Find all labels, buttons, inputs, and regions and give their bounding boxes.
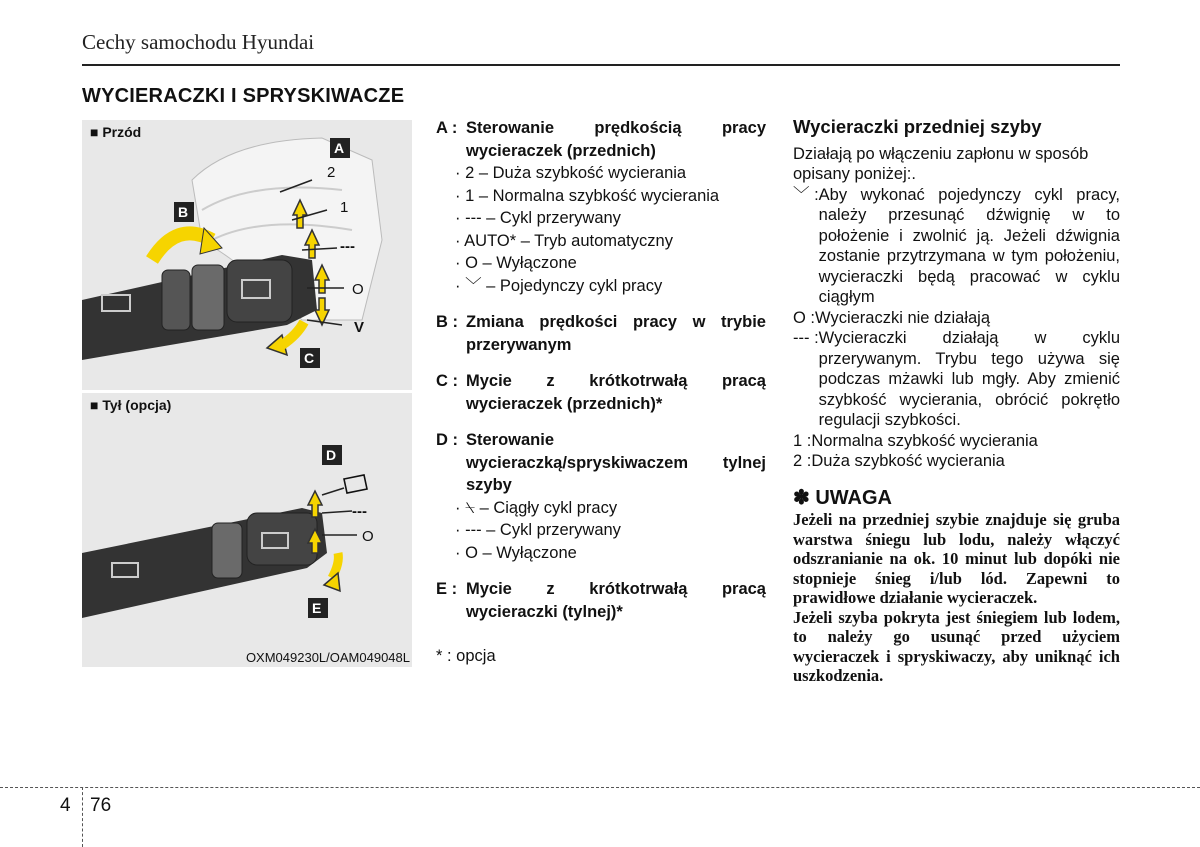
mode-desc: Duża szybkość wycierania	[811, 452, 1005, 470]
rear-figure-label: ■ Tył (opcja)	[90, 397, 172, 413]
warning-title: ✽ UWAGA	[793, 486, 892, 509]
marker-a: A	[334, 140, 345, 156]
pos-label-single: V	[354, 319, 365, 336]
chapter-number: 4	[60, 795, 71, 816]
legend-d-item: · ⍀ – Ciągły cykl pracy	[455, 498, 618, 517]
legend-c-key: C :	[436, 372, 458, 390]
legend-b-key: B :	[436, 313, 458, 331]
mode-desc: Aby wykonać pojedynczy cykl pracy, należy przesunąć dźwignię w to położenie i zwolnić ją. Jeżeli dźwignia zostanie przytrzymana w tym położeniu, wycieraczki będą pracować w cyklu ciągłym	[818, 185, 1120, 306]
mode-desc: Wycieraczki działają w cyklu przerywanym. Trybu tego używa się podczas mżawki lub mgły. Aby zmienić szybkość wycierania, obrócić pokrętło regulacji szybkości.	[818, 329, 1120, 429]
mode-desc: Normalna szybkość wycierania	[811, 431, 1038, 450]
legend-note: * : opcja	[436, 647, 496, 665]
legend-a-item: · AUTO* – Tryb automatyczny	[455, 231, 673, 250]
pos-label-2: 2	[327, 164, 336, 181]
warning-paragraph: Jeżeli szyba pokryta jest śniegiem lub lodem, to należy go usunąć przed użyciem wycieraczek i spryskiwaczy, aby uniknąć ich uszkodzenia.	[793, 607, 1120, 685]
mode-key: 2 :	[793, 452, 812, 470]
warning-paragraph: Jeżeli na przedniej szybie znajduje się gruba warstwa śniegu lub lodu, należy włączyć odszranianie na ok. 10 minut lub dopóki nie stopnieje śnieg i/lub lód. Zapewni to prawidłowe działanie wycieraczek.	[793, 510, 1120, 607]
rear-pos-off: O	[362, 528, 374, 545]
legend-a-item: · O – Wyłączone	[455, 254, 577, 272]
mode-fast	[793, 451, 1120, 472]
mode-key: ﹀ :	[793, 185, 819, 204]
legend-d-item: · O – Wyłączone	[455, 543, 577, 562]
page-title: WYCIERACZKI I SPRYSKIWACZE	[82, 85, 405, 107]
footer-rule	[0, 787, 1200, 788]
legend-e-text: Mycie z krótkotrwałą pracą wycieraczki (tylnej)*	[466, 580, 766, 621]
legend-c-text: Mycie z krótkotrwałą pracą wycieraczek (przednich)*	[466, 372, 766, 413]
figure-code: OXM049230L/OAM049048L	[245, 650, 410, 665]
pos-label-1: 1	[340, 199, 349, 216]
mode-desc: Wycieraczki nie działają	[815, 308, 991, 327]
legend-a-item: · --- – Cykl przerywany	[455, 209, 621, 227]
page-number: 76	[90, 795, 112, 816]
legend-a	[436, 117, 766, 162]
front-figure-label: ■ Przód	[90, 124, 142, 140]
legend-d-item: · --- – Cykl przerywany	[455, 521, 621, 539]
legend-c	[436, 370, 766, 415]
rear-pos-intermittent: ---	[352, 503, 367, 520]
mode-normal	[793, 431, 1120, 452]
marker-b: B	[178, 204, 189, 220]
rear-wiper-figure	[82, 393, 412, 667]
legend-a-key: A :	[436, 119, 458, 137]
front-stalk-illustration	[82, 120, 412, 390]
running-header: Cechy samochodu Hyundai	[82, 30, 315, 54]
mode-key: --- :	[793, 329, 819, 347]
footer-divider	[82, 787, 83, 847]
legend-a-item: · 2 – Duża szybkość wycierania	[455, 164, 687, 182]
front-wiper-figure	[82, 120, 412, 390]
mode-key: O :	[793, 308, 816, 327]
marker-e: E	[312, 600, 322, 616]
legend-a-text: Sterowanie prędkością pracy wycieraczek (przednich)	[466, 119, 766, 160]
mode-intermittent	[793, 328, 1120, 431]
legend-d-key: D :	[436, 431, 458, 449]
pos-label-off: O	[352, 281, 364, 298]
mode-single	[793, 185, 1120, 308]
rear-stalk-illustration	[82, 393, 412, 667]
section-heading: Wycieraczki przedniej szyby	[793, 116, 1042, 137]
front-wipers-section	[793, 117, 1120, 686]
marker-d: D	[326, 447, 337, 463]
legend-d-text: Sterowanie wycieraczką/spryskiwaczem tylnej szyby	[466, 431, 766, 494]
legend-e-key: E :	[436, 580, 458, 598]
legend-b	[436, 311, 766, 356]
mode-off	[793, 308, 1120, 329]
header-rule	[82, 64, 1120, 66]
legend-e	[436, 578, 766, 623]
mode-key: 1 :	[793, 431, 812, 450]
legend-d	[436, 429, 766, 497]
section-intro: Działają po włączeniu zapłonu w sposób opisany poniżej:.	[793, 144, 1089, 183]
legend-a-item: · ﹀ – Pojedynczy cykl pracy	[455, 276, 663, 295]
legend-b-text: Zmiana prędkości pracy w trybie przerywanym	[466, 313, 766, 354]
legend-column	[436, 117, 766, 668]
pos-label-intermittent: ---	[340, 238, 355, 255]
marker-c: C	[304, 350, 315, 366]
legend-a-item: · 1 – Normalna szybkość wycierania	[455, 186, 720, 205]
